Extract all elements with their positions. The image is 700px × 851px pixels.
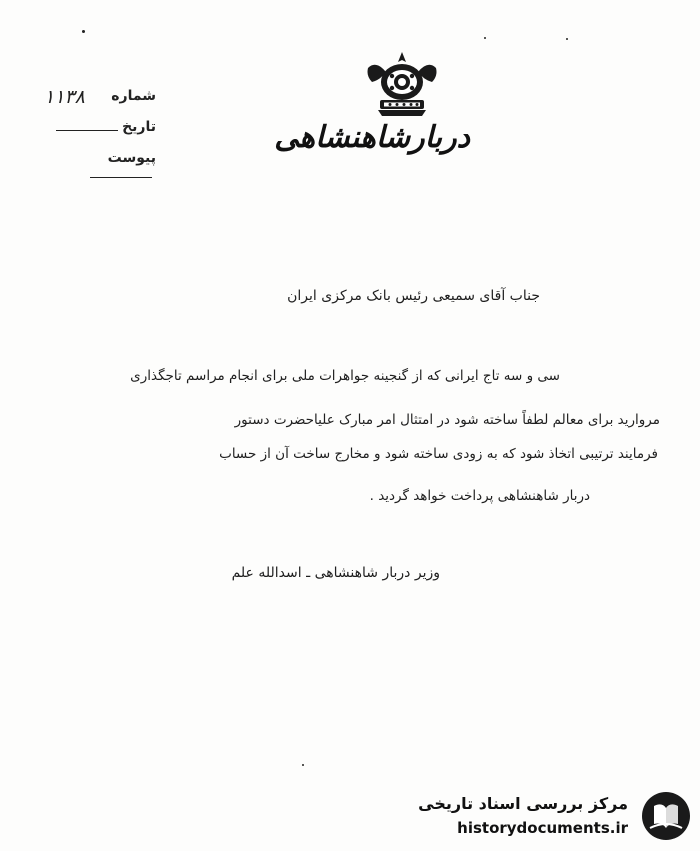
date-blank-line bbox=[56, 124, 118, 131]
scan-speck bbox=[566, 38, 568, 40]
scan-speck bbox=[484, 37, 486, 39]
attachment-row bbox=[46, 150, 156, 182]
scan-speck bbox=[82, 30, 85, 33]
watermark-title: مرکز بررسی اسناد تاریخی bbox=[418, 794, 628, 813]
number-row bbox=[62, 88, 156, 104]
scan-speck bbox=[302, 764, 304, 766]
attachment-blank-line bbox=[90, 171, 152, 178]
letter-body-line: دربار شاهنشاهی پرداخت خواهد گردید . bbox=[369, 488, 590, 504]
date-row bbox=[46, 119, 156, 135]
history-documents-logo-icon bbox=[640, 790, 692, 842]
letter-number-value: ۱۱۳۸ bbox=[44, 86, 85, 108]
attachment-label: پیوست bbox=[107, 150, 156, 166]
letter-body-line: سی و سه تاج ایرانی که از گنجینه جواهرات ملی برای انجام مراسم تاجگذاری bbox=[130, 368, 560, 384]
royal-crown-emblem-icon bbox=[362, 50, 442, 122]
letter-body-line: فرمایند ترتیبی اتخاذ شود که به زودی ساخته شود و مخارج ساخت آن از حساب bbox=[219, 446, 658, 462]
letter-body-line: مروارید برای معالم لطفاً ساخته شود در امتثال امر مبارک علیاحضرت دستور bbox=[234, 412, 660, 428]
watermark-url[interactable]: historydocuments.ir bbox=[457, 819, 628, 837]
number-label: شماره bbox=[111, 88, 156, 104]
royal-court-title: دربارشاهنشاهی bbox=[274, 120, 470, 155]
letter-signature: وزیر دربار شاهنشاهی ـ اسدالله علم bbox=[231, 565, 440, 581]
source-watermark bbox=[420, 790, 692, 846]
date-label: تاریخ bbox=[122, 119, 156, 135]
letter-addressee: جناب آقای سمیعی رئیس بانک مرکزی ایران bbox=[287, 288, 540, 304]
